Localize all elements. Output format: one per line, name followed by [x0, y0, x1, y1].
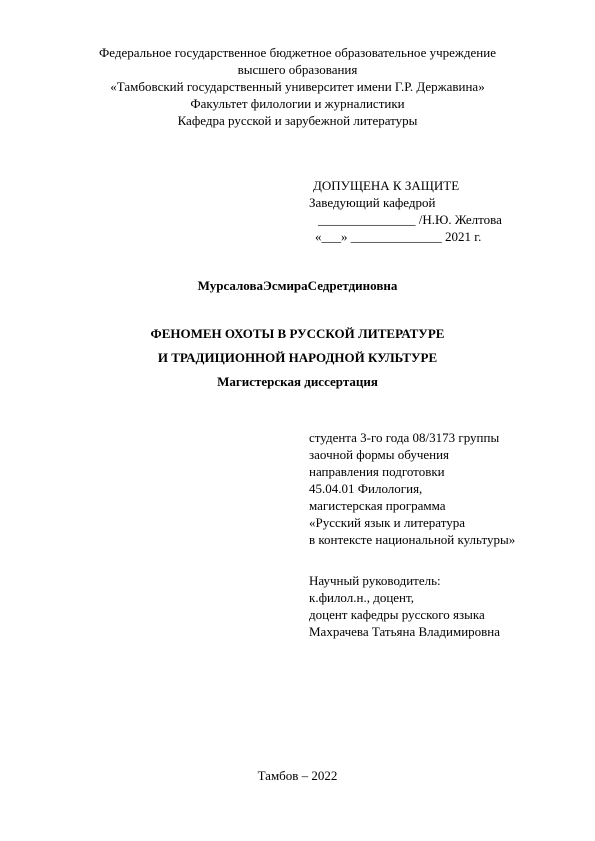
- faculty-name: Факультет филологии и журналистики: [190, 96, 405, 111]
- student-line: магистерская программа: [309, 498, 446, 513]
- student-line: заочной формы обучения: [309, 447, 450, 462]
- department-name: Кафедра русской и зарубежной литературы: [177, 113, 418, 128]
- supervisor-position: доцент кафедры русского языка: [309, 607, 485, 622]
- thesis-title-line-1: ФЕНОМЕН ОХОТЫ В РУССКОЙ ЛИТЕРАТУРЕ: [150, 326, 445, 341]
- approval-signature-line: _______________ /Н.Ю. Желтова: [318, 212, 502, 227]
- institution-header: [0, 44, 595, 129]
- approval-role: Заведующий кафедрой: [309, 195, 436, 210]
- ministry-line: Федеральное государственное бюджетное образовательное учреждение: [99, 45, 496, 60]
- education-level-line: высшего образования: [237, 62, 358, 77]
- approval-title: ДОПУЩЕНА К ЗАЩИТЕ: [313, 178, 460, 193]
- city-year: Тамбов – 2022: [257, 768, 338, 783]
- student-info-block: [309, 429, 515, 548]
- thesis-title-line-2: И ТРАДИЦИОННОЙ НАРОДНОЙ КУЛЬТУРЕ: [157, 350, 438, 365]
- approval-block: [309, 177, 502, 245]
- student-line: «Русский язык и литература: [309, 515, 465, 530]
- thesis-type: Магистерская диссертация: [217, 374, 378, 389]
- supervisor-name: Махрачева Татьяна Владимировна: [309, 624, 501, 639]
- supervisor-block: [309, 572, 500, 640]
- student-line: в контексте национальной культуры»: [309, 532, 516, 547]
- supervisor-label: Научный руководитель:: [309, 573, 441, 588]
- author-name: МурсаловаЭсмираСедретдиновна: [197, 278, 398, 293]
- approval-date-line: «___» ______________ 2021 г.: [315, 229, 482, 244]
- student-line: студента 3-го года 08/3173 группы: [309, 430, 500, 445]
- student-line: 45.04.01 Филология,: [309, 481, 423, 496]
- university-name: «Тамбовский государственный университет имени Г.Р. Державина»: [110, 79, 485, 94]
- student-line: направления подготовки: [309, 464, 445, 479]
- supervisor-degree: к.филол.н., доцент,: [309, 590, 414, 605]
